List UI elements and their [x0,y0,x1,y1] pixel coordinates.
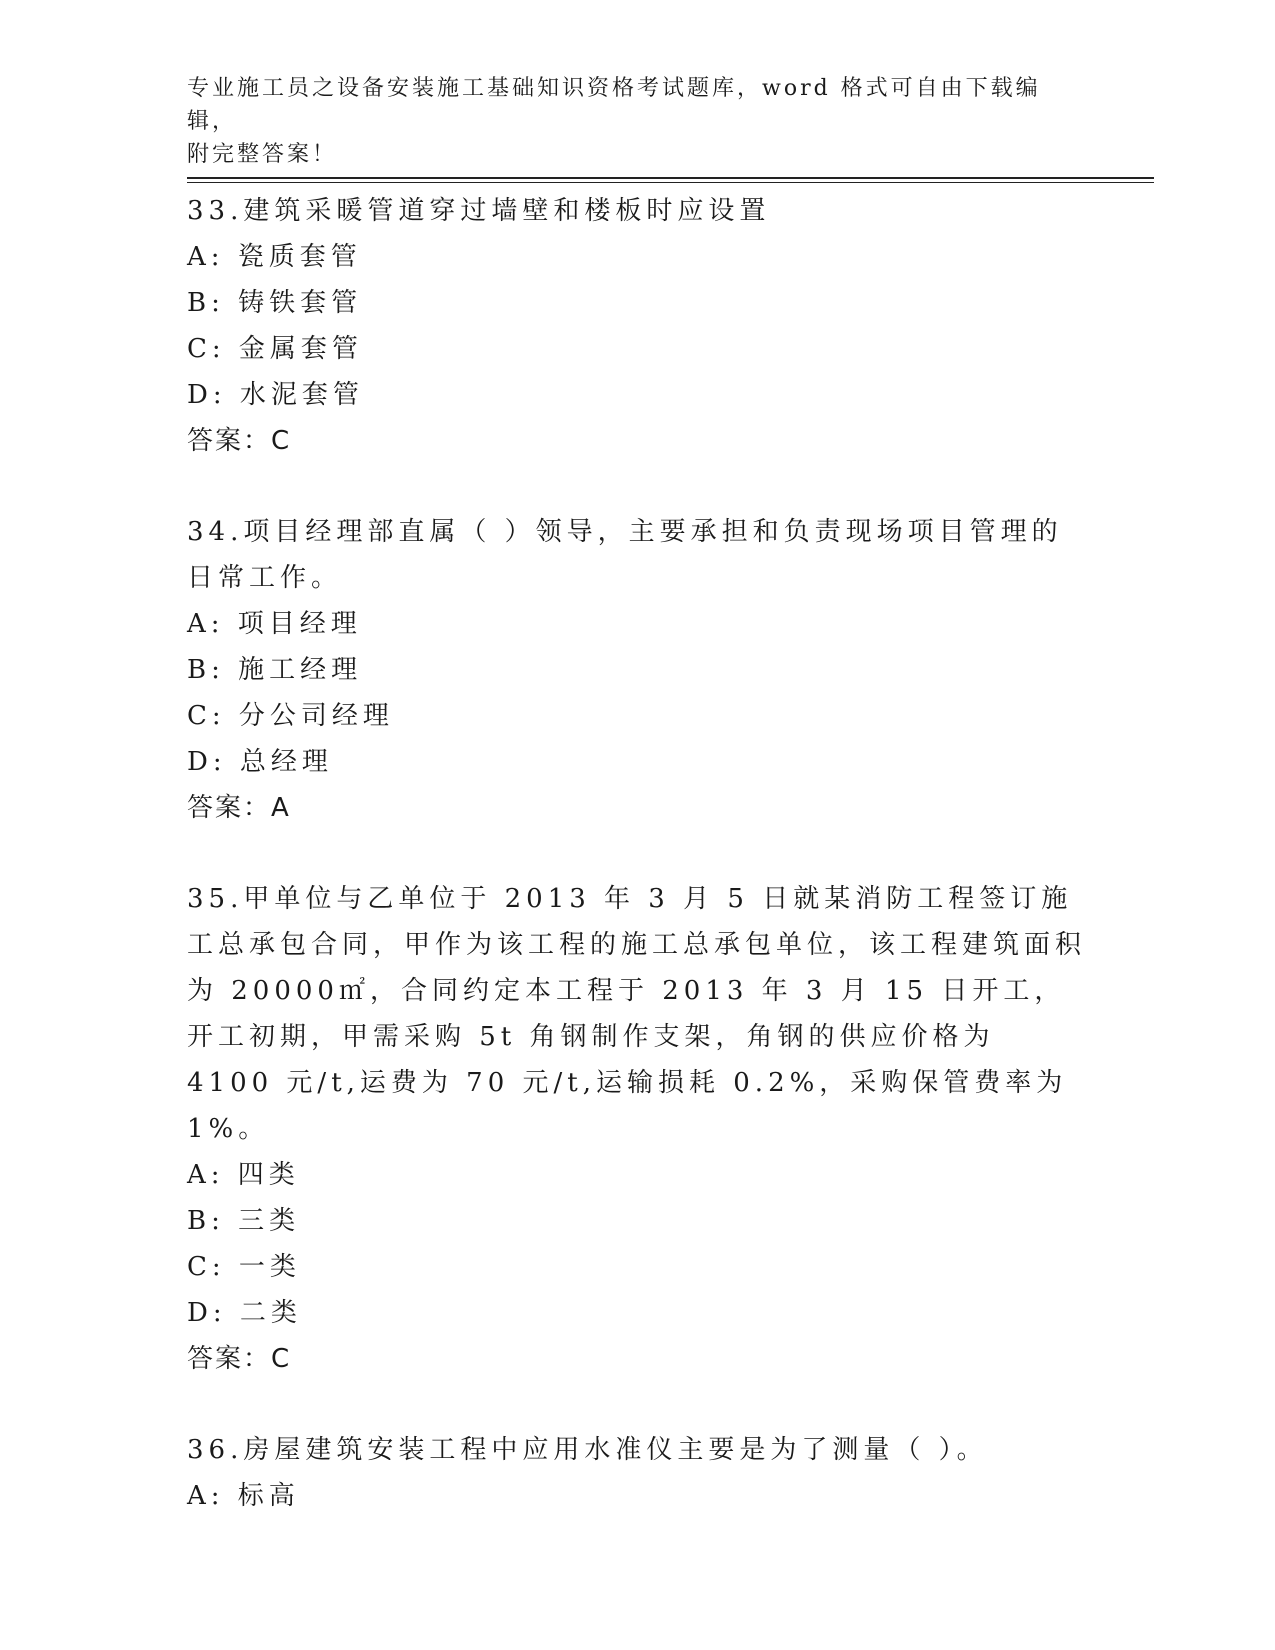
question-stem: 36.房屋建筑安装工程中应用水准仪主要是为了测量（ ）。 [187,1435,988,1465]
question-34 [187,509,1087,831]
header-divider-thick [187,177,1154,179]
answer-label: 答案：A [187,793,291,823]
option-b: B: 施工经理 [187,655,363,685]
option-d: D: 总经理 [187,747,333,777]
header-line-2: 附完整答案！ [187,142,338,167]
option-b: B: 铸铁套管 [187,288,363,318]
option-d: D: 水泥套管 [187,380,364,410]
answer-label: 答案：C [187,1344,292,1374]
answer-label: 答案：C [187,426,292,456]
option-b: B: 三类 [187,1206,301,1236]
option-a: A: 项目经理 [187,609,362,639]
option-a: A: 四类 [187,1160,300,1190]
option-d: D: 二类 [187,1298,302,1328]
option-a: A: 标高 [187,1481,300,1511]
document-header [187,72,1067,171]
option-c: C: 一类 [187,1252,301,1282]
question-stem: 34.项目经理部直属（ ）领导，主要承担和负责现场项目管理的日常工作。 [187,517,1063,593]
question-list [187,188,1087,1564]
question-36 [187,1427,1087,1519]
option-a: A: 瓷质套管 [187,242,362,272]
question-stem: 33.建筑采暖管道穿过墙壁和楼板时应设置 [187,196,771,226]
question-35 [187,876,1087,1382]
question-stem: 35.甲单位与乙单位于 2013 年 3 月 5 日就某消防工程签订施工总承包合同，甲作为该工程的施工总承包单位，该工程建筑面积为 20000㎡，合同约定本工程于 2013 年 3 月 15 日开工，开工初期，甲需采购 5t 角钢制作支架，角钢的供应价格为 4100 元/t,运费为 70 元/t,运输损耗 0.2%，采购保管费率为 1%。 [187,884,1087,1144]
option-c: C: 金属套管 [187,334,363,364]
question-33 [187,188,1087,464]
header-divider-thin [187,182,1154,183]
option-c: C: 分公司经理 [187,701,394,731]
header-line-1: 专业施工员之设备安装施工基础知识资格考试题库，word 格式可自由下载编辑， [187,76,1041,134]
